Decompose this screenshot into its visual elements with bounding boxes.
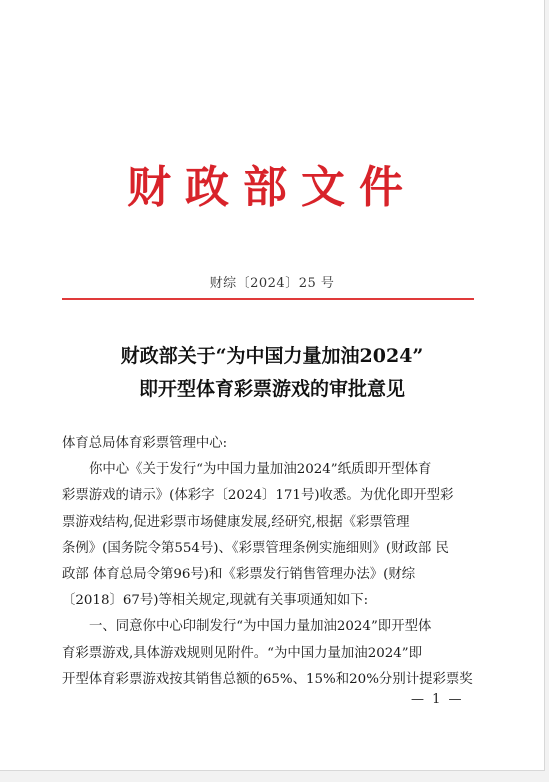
document-title-line-1: 财政部关于“为中国力量加油2024” <box>120 345 424 367</box>
document-body <box>62 431 482 693</box>
red-separator-rule <box>62 298 474 300</box>
page-number: — 1 — <box>411 692 464 707</box>
body-line: 一、同意你中心印制发行“为中国力量加油2024”即开型体 <box>89 619 432 635</box>
document-number: 财综〔2024〕25 号 <box>209 276 335 291</box>
body-line: 彩票游戏的请示》(体彩字〔2024〕171号)收悉。为优化即开型彩 <box>62 488 454 504</box>
document-masthead: 财政部文件 <box>127 162 417 213</box>
body-line: 开型体育彩票游戏按其销售总额的65%、15%和20%分别计提彩票奖 <box>62 671 473 687</box>
body-line: 票游戏结构,促进彩票市场健康发展,经研究,根据《彩票管理 <box>62 514 410 530</box>
addressee: 体育总局体育彩票管理中心: <box>62 436 228 451</box>
body-line: 政部 体育总局令第96号)和《彩票发行销售管理办法》(财综 <box>62 566 416 582</box>
body-line: 〔2018〕67号)等相关规定,现就有关事项通知如下: <box>62 593 369 609</box>
body-line: 条例》(国务院令第554号)、《彩票管理条例实施细则》(财政部 民 <box>62 540 449 556</box>
body-line: 育彩票游戏,具体游戏规则见附件。“为中国力量加油2024”即 <box>62 645 423 661</box>
body-line: 你中心《关于发行“为中国力量加油2024”纸质即开型体育 <box>89 462 432 478</box>
document-title-line-2: 即开型体育彩票游戏的审批意见 <box>138 378 405 400</box>
